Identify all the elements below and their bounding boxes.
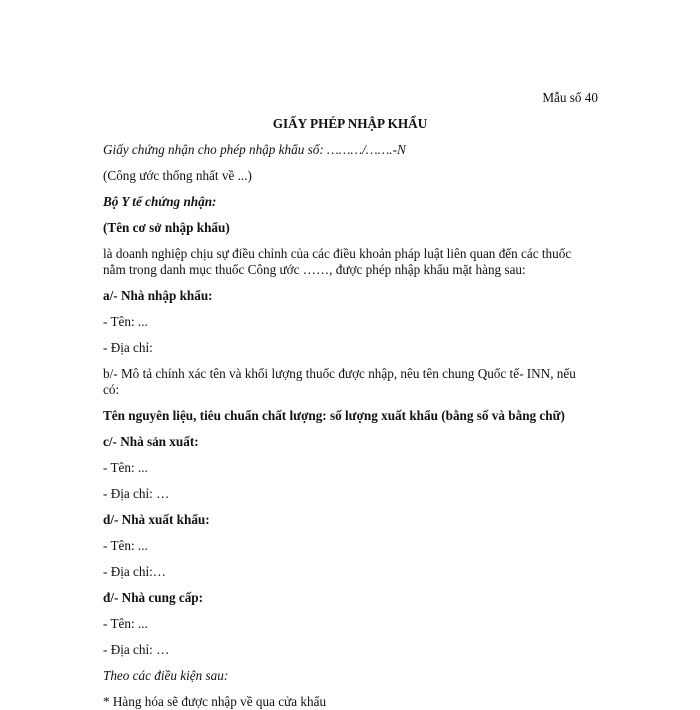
certificate-number-line: Giấy chứng nhận cho phép nhập khẩu số: ………/…….-N [103, 142, 406, 157]
section-b-line-2: có: [103, 382, 120, 397]
importer-name: (Tên cơ sở nhập khẩu) [103, 220, 230, 235]
section-c-name: - Tên: ... [103, 460, 148, 475]
section-c-address: - Địa chỉ: … [103, 486, 170, 501]
section-d-heading: d/- Nhà xuất khẩu: [103, 512, 210, 527]
section-d-address: - Địa chỉ:… [103, 564, 166, 579]
section-dd-name: - Tên: ... [103, 616, 148, 631]
form-number: Mẫu số 40 [542, 90, 598, 105]
section-a-name: - Tên: ... [103, 314, 148, 329]
section-a-heading: a/- Nhà nhập khẩu: [103, 288, 213, 303]
ministry-certification: Bộ Y tế chứng nhận: [103, 194, 217, 209]
section-c-heading: c/- Nhà sản xuất: [103, 434, 199, 449]
section-dd-address: - Địa chỉ: … [103, 642, 170, 657]
section-a-address: - Địa chỉ: [103, 340, 153, 355]
document-title: GIẤY PHÉP NHẬP KHẨU [272, 116, 428, 131]
section-dd-heading: đ/- Nhà cung cấp: [103, 590, 204, 605]
section-b-line-1: b/- Mô tả chính xác tên và khối lượng thuốc được nhập, nêu tên chung Quốc tế- INN, nếu [103, 366, 576, 381]
conditions-heading: Theo các điều kiện sau: [103, 668, 229, 683]
goods-entry-line: * Hàng hóa sẽ được nhập về qua cửa khẩu [103, 694, 327, 709]
intro-text-line-1: là doanh nghiệp chịu sự điều chỉnh của các điều khoản pháp luật liên quan đến các thuốc [103, 246, 572, 261]
section-d-name: - Tên: ... [103, 538, 148, 553]
intro-text-line-2: nằm trong danh mục thuốc Công ước ……, được phép nhập khẩu mặt hàng sau: [103, 262, 526, 277]
convention-line: (Công ước thống nhất về ...) [103, 168, 252, 183]
material-line: Tên nguyên liệu, tiêu chuẩn chất lượng: số lượng xuất khẩu (bằng số và bằng chữ) [103, 408, 565, 423]
